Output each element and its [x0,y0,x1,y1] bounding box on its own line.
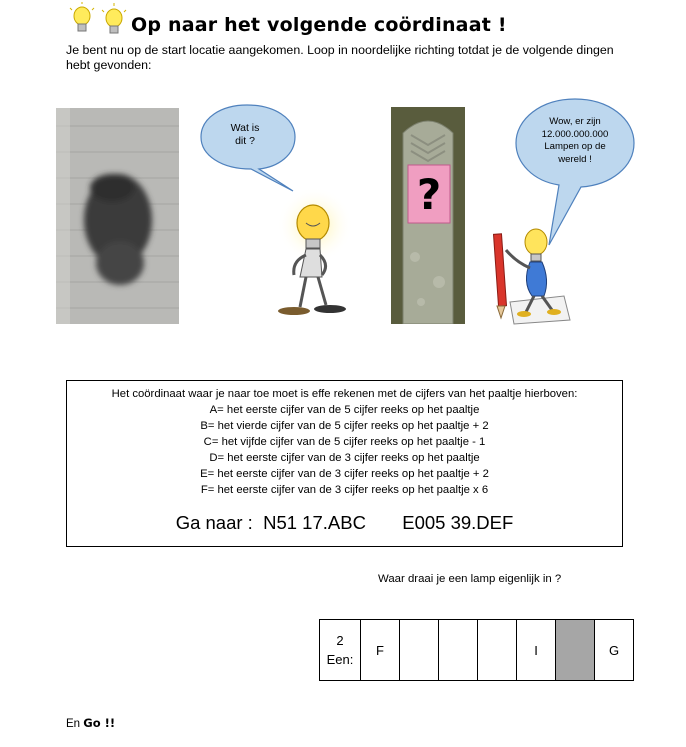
goto-label: Ga naar : [175,512,253,533]
intro-text: Je bent nu op de start locatie aangekomen. Loop in noordelijke richting totdat je de volgende dingen hebt gevonden: [66,43,614,72]
east-coordinate: E005 39.DEF [402,512,514,533]
puzzle-cell-1[interactable]: F [361,620,400,681]
footer-prefix: En [66,718,81,730]
puzzle-cell-label: 2 Een: [320,620,361,681]
puzzle-cell-7[interactable]: G [595,620,634,681]
speech-bubble-right-text: Wow, er zijn 12.000.000.000 Lampen op de wereld ! [541,116,609,165]
puzzle-cell-4[interactable] [478,620,517,681]
lamp-question: Waar draai je een lamp eigenlijk in ? [378,573,562,585]
clue-rule-d: D= het eerste cijfer van de 3 cijfer reeks op het paaltje [209,452,480,464]
writing-lamp-character-illustration [492,222,572,326]
clue-rule-f: F= het eerste cijfer van de 3 cijfer reeks op het paaltje x 6 [200,484,489,496]
clue-intro: Het coördinaat waar je naar toe moet is effe rekenen met de cijfers van het paaltje hierboven: [111,388,578,400]
puzzle-cell-3[interactable] [439,620,478,681]
boundary-post-photo [391,107,465,324]
clue-rule-b: B= het vierde cijfer van de 5 cijfer reeks op het paaltje + 2 [200,420,489,432]
goto-coordinates [67,512,622,534]
puzzle-cell-5[interactable]: I [517,620,556,681]
clue-rule-a: A= het eerste cijfer van de 5 cijfer reeks op het paaltje [209,404,480,416]
footer-go: Go !! [83,716,116,730]
puzzle-cell-2[interactable] [400,620,439,681]
clue-rule-e: E= het eerste cijfer van de 3 cijfer reeks op het paaltje + 2 [200,468,489,480]
lamp-character-illustration [270,185,360,325]
page-title: Op naar het volgende coördinaat ! [131,14,507,36]
svg-text:?: ? [416,170,442,219]
speech-bubble-left-text: Wat is dit ? [230,122,260,147]
lightbulbs-icon [66,2,130,38]
wall-lamp-photo [56,108,179,324]
speech-bubble-left [199,103,299,193]
coordinate-clue-box [66,380,623,547]
footer-text [66,716,115,730]
clue-rule-c: C= het vijfde cijfer van de 5 cijfer reeks op het paaltje - 1 [203,436,486,448]
puzzle-cell-6-shaded [556,620,595,681]
north-coordinate: N51 17.ABC [263,512,366,533]
word-puzzle-grid [319,619,634,681]
